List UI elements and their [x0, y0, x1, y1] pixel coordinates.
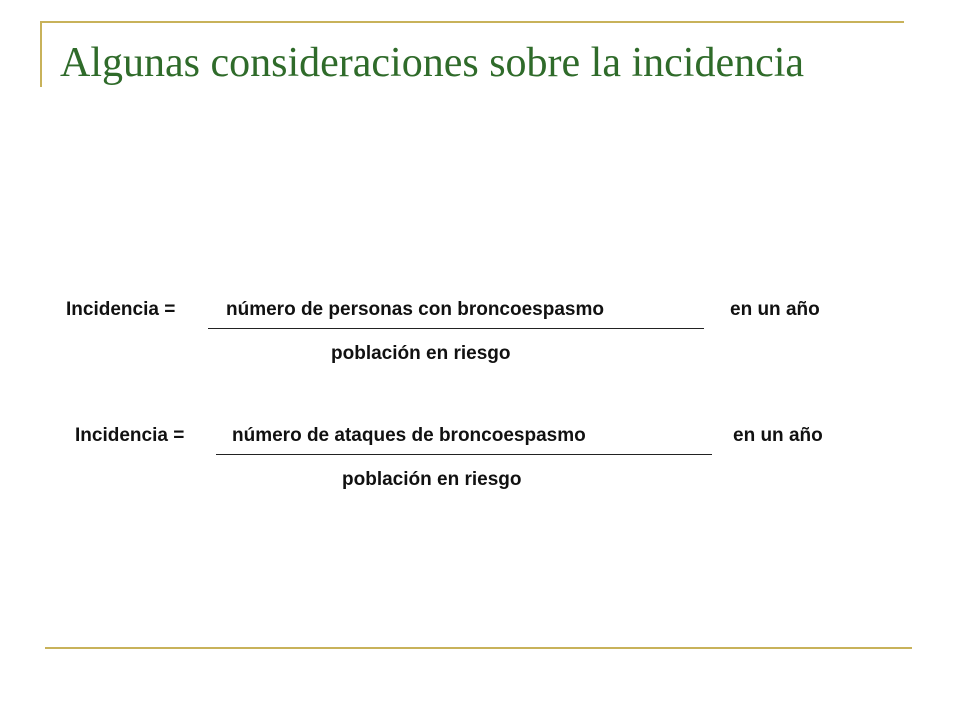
formula-2-denominator: población en riesgo	[342, 469, 522, 490]
formula-1-denominator: población en riesgo	[331, 343, 511, 364]
formula-2-lhs: Incidencia =	[75, 425, 185, 446]
slide-title: Algunas consideraciones sobre la incidencia	[60, 40, 805, 86]
formula-2-numerator: número de ataques de broncoespasmo	[232, 425, 586, 446]
formula-2-fraction-bar	[216, 454, 712, 455]
formula-2-period: en un año	[733, 425, 823, 446]
left-accent-rule	[40, 21, 42, 87]
formula-1-period: en un año	[730, 299, 820, 320]
bottom-accent-rule	[45, 647, 912, 649]
formula-1-lhs: Incidencia =	[66, 299, 176, 320]
formula-1-numerator: número de personas con broncoespasmo	[226, 299, 604, 320]
formula-1-fraction-bar	[208, 328, 704, 329]
top-accent-rule	[40, 21, 904, 23]
